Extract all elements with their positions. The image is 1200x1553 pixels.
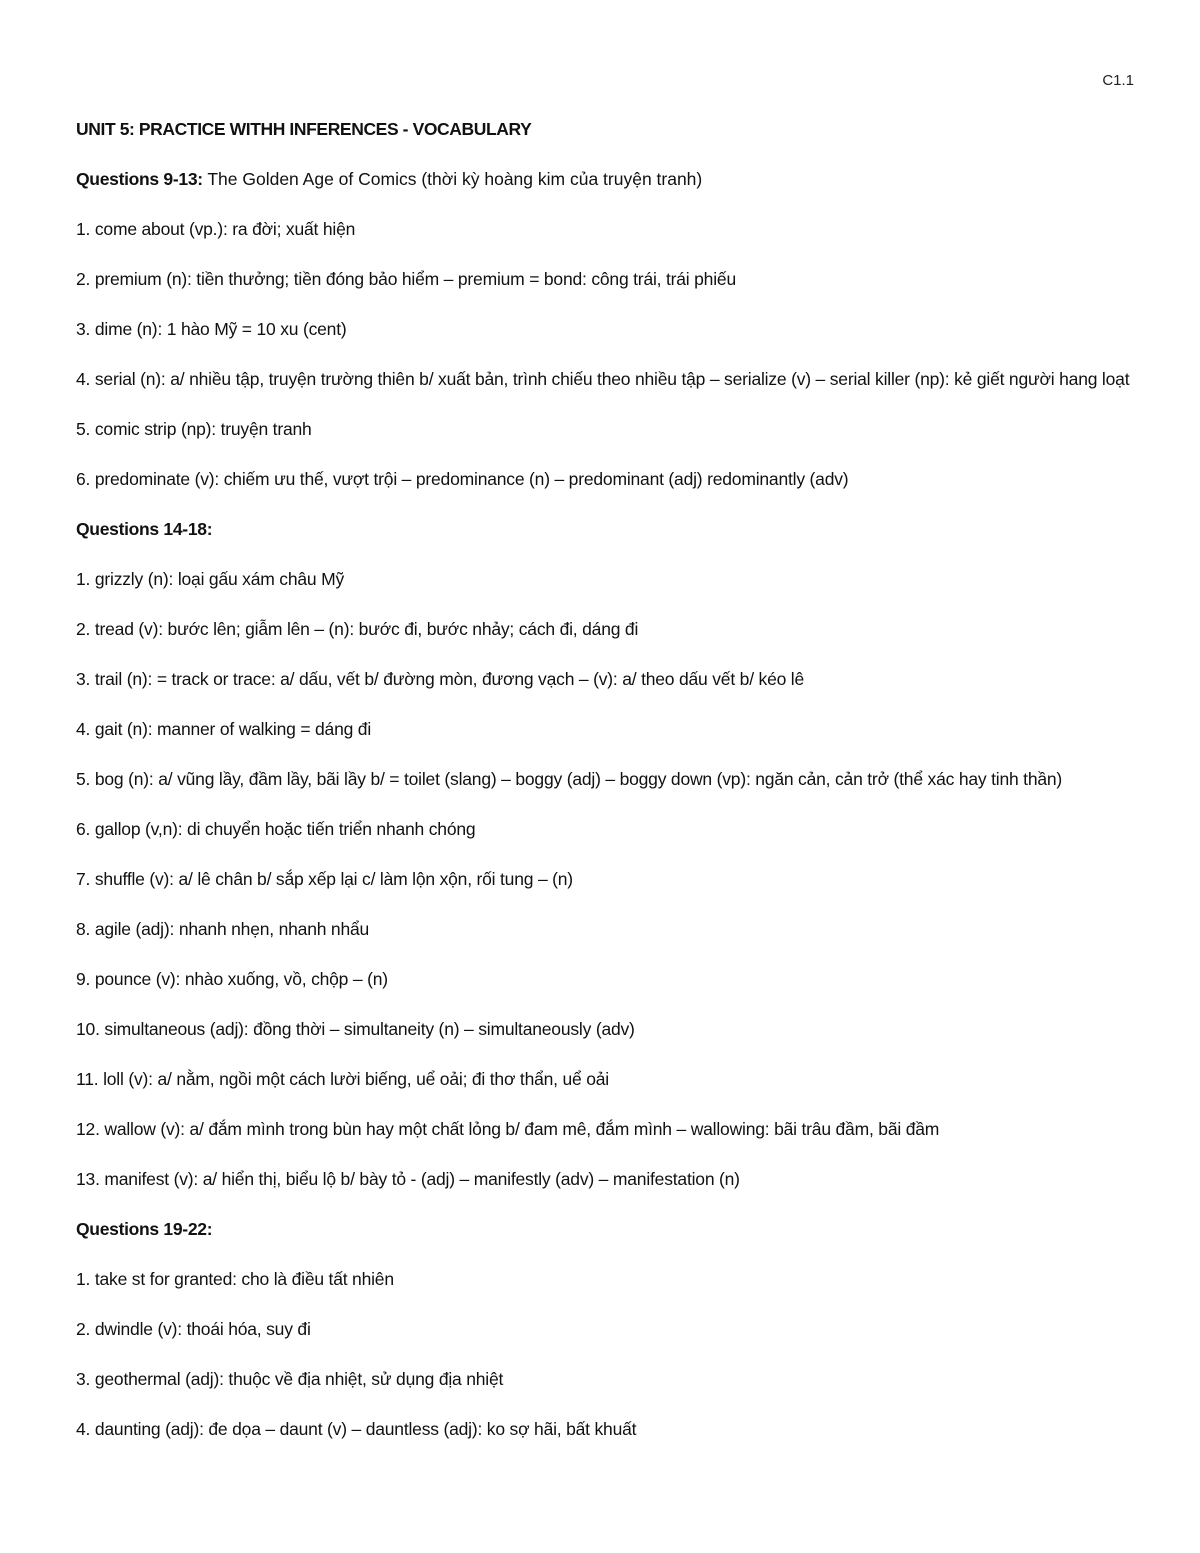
vocab-item: 4. serial (n): a/ nhiều tập, truyện trường thiên b/ xuất bản, trình chiếu theo nhiều tập – serialize (v) – serial killer (np): kẻ giết người hang loạt [76,369,1130,389]
vocab-item: 2. premium (n): tiền thưởng; tiền đóng bảo hiểm – premium = bond: công trái, trái phiếu [76,269,736,289]
vocab-item: 5. bog (n): a/ vũng lầy, đầm lầy, bãi lầy b/ = toilet (slang) – boggy (adj) – boggy down (vp): ngăn cản, cản trở (thể xác hay tinh thần) [76,769,1063,789]
vocab-item: 7. shuffle (v): a/ lê chân b/ sắp xếp lại c/ làm lộn xộn, rối tung – (n) [76,869,573,889]
vocab-item: 3. geothermal (adj): thuộc về địa nhiệt, sử dụng địa nhiệt [76,1369,504,1389]
vocab-item: 3. dime (n): 1 hào Mỹ = 10 xu (cent) [76,319,347,339]
section-questions-9-13 [76,164,1134,494]
section-heading-label: Questions 19-22: [76,1219,213,1239]
section-heading [76,164,1134,194]
section-questions-19-22 [76,1214,1134,1444]
vocab-item: 8. agile (adj): nhanh nhẹn, nhanh nhẩu [76,919,370,939]
vocab-item: 1. come about (vp.): ra đời; xuất hiện [76,219,356,239]
section-heading-label: Questions 9-13: [76,169,203,189]
vocab-item: 5. comic strip (np): truyện tranh [76,419,312,439]
section-heading [76,514,1134,544]
page-label: C1.1 [1102,72,1134,89]
section-subtitle: The Golden Age of Comics (thời kỳ hoàng kim của truyện tranh) [202,169,703,189]
vocab-item: 1. take st for granted: cho là điều tất nhiên [76,1269,394,1289]
vocab-item: 2. tread (v): bước lên; giẫm lên – (n): bước đi, bước nhảy; cách đi, dáng đi [76,619,639,639]
vocab-item: 1. grizzly (n): loại gấu xám châu Mỹ [76,569,345,589]
vocab-item: 6. predominate (v): chiếm ưu thế, vượt trội – predominance (n) – predominant (adj) redominantly (adv) [76,469,849,489]
vocab-item: 11. loll (v): a/ nằm, ngồi một cách lười biếng, uể oải; đi thơ thẩn, uể oải [76,1069,609,1089]
vocab-item: 4. gait (n): manner of walking = dáng đi [76,719,372,739]
vocab-item: 4. daunting (adj): đe dọa – daunt (v) – dauntless (adj): ko sợ hãi, bất khuất [76,1419,637,1439]
section-heading-label: Questions 14-18: [76,519,213,539]
document-title: UNIT 5: PRACTICE WITHH INFERENCES - VOCABULARY [76,119,532,139]
section-heading [76,1214,1134,1244]
document-body [76,114,1134,1464]
vocab-item: 3. trail (n): = track or trace: a/ dấu, vết b/ đường mòn, đương vạch – (v): a/ theo dấu vết b/ kéo lê [76,669,805,689]
vocab-item: 12. wallow (v): a/ đắm mình trong bùn hay một chất lỏng b/ đam mê, đắm mình – wallowing: bãi trâu đầm, bãi đầm [76,1119,940,1139]
vocab-item: 2. dwindle (v): thoái hóa, suy đi [76,1319,311,1339]
vocab-item: 10. simultaneous (adj): đồng thời – simultaneity (n) – simultaneously (adv) [76,1019,635,1039]
vocab-item: 9. pounce (v): nhào xuống, vồ, chộp – (n) [76,969,388,989]
section-questions-14-18 [76,514,1134,1194]
vocab-item: 13. manifest (v): a/ hiển thị, biểu lộ b/ bày tỏ - (adj) – manifestly (adv) – manifestation (n) [76,1169,740,1189]
vocab-item: 6. gallop (v,n): di chuyển hoặc tiến triển nhanh chóng [76,819,476,839]
